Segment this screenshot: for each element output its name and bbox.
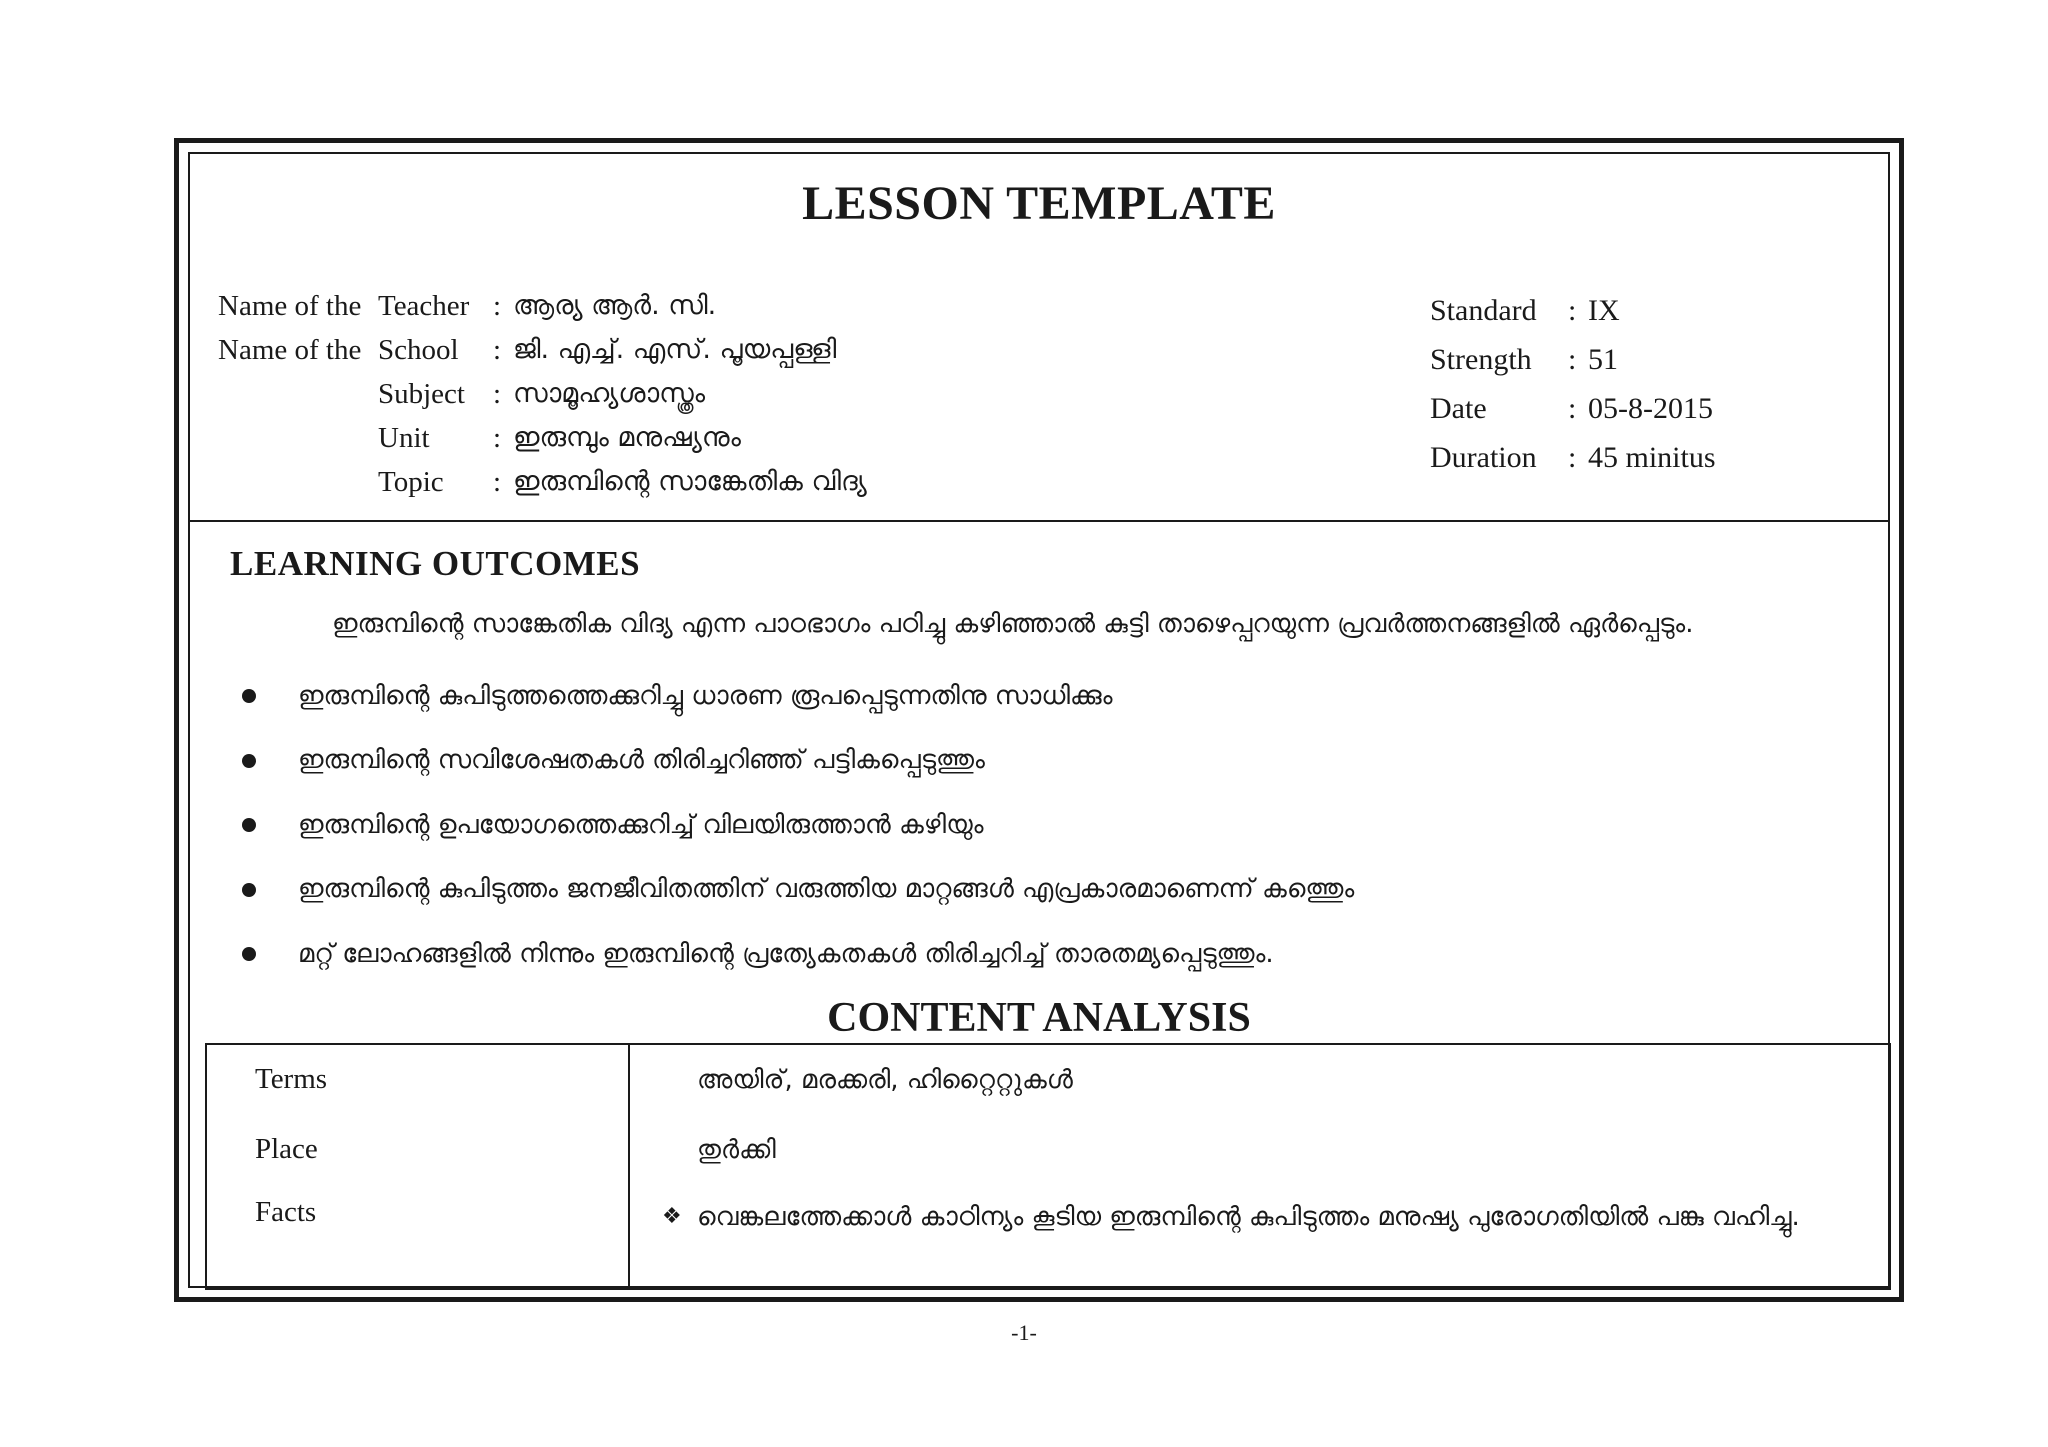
colon: : [1568,391,1577,425]
list-item [242,858,1354,923]
info-row-date [1430,384,1716,433]
diamond-bullet-icon: ❖ [662,1204,682,1229]
date-value: 05-8-2015 [1588,391,1713,425]
place-label: Place [255,1133,318,1165]
lesson-info-left [218,284,867,504]
place-value: തുർക്കി [697,1135,776,1165]
info-label: School [378,333,459,366]
outcome-text: ഇരുമ്പിന്റെ കുപിടുത്തം ജനജീവിതത്തിന് വരുത്തിയ മാറ്റങ്ങൾ എപ്രകാരമാണെന്ന് കത്തെും [298,874,1355,905]
info-label: Teacher [378,289,470,322]
info-label: Topic [378,465,444,498]
outcome-text: ഇരുമ്പിന്റെ ഉപയോഗത്തെക്കുറിച്ച് വിലയിരുത്താൻ കഴിയും [298,809,984,840]
list-item [242,793,1354,858]
facts-value: വെങ്കലത്തേക്കാൾ കാഠിന്യം കൂടിയ ഇരുമ്പിന്റെ കുപിടുത്തം മനുഷ്യ പുരോഗതിയിൽ പങ്കു വഹിച്ചു. [697,1202,1800,1232]
content-analysis-heading: CONTENT ANALYSIS [827,995,1251,1041]
colon: : [493,465,502,498]
learning-outcomes-heading: LEARNING OUTCOMES [230,544,641,583]
info-row-unit [218,416,867,460]
info-row-topic [218,460,867,504]
column-divider [628,1045,630,1288]
facts-label: Facts [255,1196,317,1228]
content-frame [188,152,1890,1288]
bullet-icon [242,818,256,832]
colon: : [493,289,502,322]
terms-label: Terms [255,1063,328,1095]
bullet-icon [242,947,256,961]
info-label-prefix: Name of the [218,289,362,322]
info-label: Standard [1430,293,1537,327]
bullet-icon [242,689,256,703]
section-divider [190,520,1888,522]
list-item [242,729,1354,794]
content-analysis-table [205,1043,1891,1290]
colon: : [493,333,502,366]
list-item [242,664,1354,729]
bullet-icon [242,883,256,897]
info-row-standard [1430,286,1716,335]
colon: : [1568,342,1577,376]
info-label: Date [1430,391,1487,425]
terms-value: അയിര്, മരക്കരി, ഹിറ്റൈറ്റുകൾ [697,1065,1073,1095]
teacher-name: ആര്യ ആർ. സി. [513,290,717,321]
colon: : [1568,440,1577,474]
page-border [174,138,1904,1302]
info-label: Strength [1430,342,1532,376]
duration-value: 45 minitus [1588,440,1716,474]
info-label: Duration [1430,440,1537,474]
info-label: Unit [378,421,430,454]
info-row-strength [1430,335,1716,384]
colon: : [493,377,502,410]
page-title: LESSON TEMPLATE [802,177,1276,230]
topic-value: ഇരുമ്പിന്റെ സാങ്കേതിക വിദ്യ [513,466,867,497]
bullet-icon [242,754,256,768]
facts-entry [662,1195,1877,1239]
list-item [242,922,1354,987]
learning-outcomes-list [242,664,1354,987]
colon: : [1568,293,1577,327]
standard-value: IX [1588,293,1620,327]
lesson-info-right [1430,286,1716,482]
info-label-prefix: Name of the [218,333,362,366]
info-row-duration [1430,433,1716,482]
outcome-text: മറ്റ് ലോഹങ്ങളിൽ നിന്നും ഇരുമ്പിന്റെ പ്രത്യേകതകൾ തിരിച്ചറിച്ച് താരതമ്യപ്പെടുത്തും. [298,938,1274,969]
colon: : [493,421,502,454]
strength-value: 51 [1588,342,1618,376]
info-row-teacher [218,284,867,328]
school-name: ജി. എച്ച്. എസ്. പൂയപ്പള്ളി [513,334,837,365]
learning-outcomes-intro: ഇരുമ്പിന്റെ സാങ്കേതിക വിദ്യ എന്ന പാഠഭാഗം പഠിച്ചു കഴിഞ്ഞാൽ കുട്ടി താഴെപ്പറയുന്ന പ്രവർത്തനങ്ങളിൽ ഏർപ്പെടും. [332,609,1694,639]
subject-value: സാമൂഹ്യശാസ്ത്രം [513,378,706,409]
info-row-school [218,328,867,372]
info-label: Subject [378,377,465,410]
outcome-text: ഇരുമ്പിന്റെ കുപിടുത്തത്തെക്കുറിച്ചു ധാരണ രൂപപ്പെടുന്നതിനു സാധിക്കും [298,680,1113,711]
page-number: -1- [1011,1320,1037,1345]
info-row-subject [218,372,867,416]
outcome-text: ഇരുമ്പിന്റെ സവിശേഷതകൾ തിരിച്ചറിഞ്ഞ് പട്ടികപ്പെടുത്തും [298,745,985,776]
unit-value: ഇരുമ്പും മനുഷ്യനും [513,422,741,453]
